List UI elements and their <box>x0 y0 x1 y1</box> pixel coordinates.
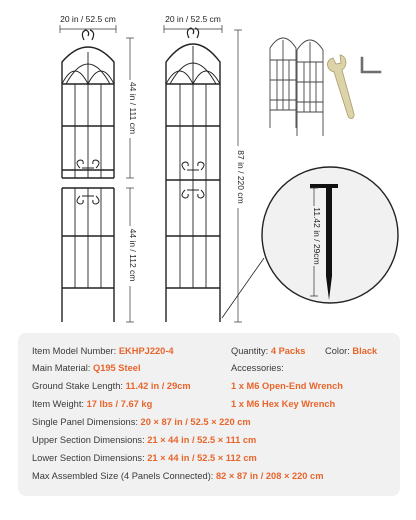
spec-material <box>32 363 141 373</box>
open-end-wrench-icon <box>327 55 354 118</box>
single-label: Single Panel Dimensions: <box>32 417 138 427</box>
accessories-label: Accessories: <box>231 363 284 373</box>
ground-stake-zoom <box>262 167 398 303</box>
spec-quantity <box>231 346 305 356</box>
lower-value: 21 × 44 in / 52.5 × 112 cm <box>147 453 257 463</box>
upper-label: Upper Section Dimensions: <box>32 435 145 445</box>
lower-section <box>62 188 114 322</box>
accessory-1-qty: 1 x <box>231 381 244 391</box>
total-height-label: 87 in / 220 cm <box>236 150 246 204</box>
quantity-value: 4 Packs <box>270 346 306 356</box>
weight-value: 17 lbs / 7.67 kg <box>86 399 153 409</box>
color-label: Color: <box>325 346 350 356</box>
width-label-right: 20 in / 52.5 cm <box>165 14 221 24</box>
spec-stake <box>32 381 191 391</box>
stake-value: 11.42 in / 29cm <box>125 381 191 391</box>
quantity-label: Quantity: <box>231 346 269 356</box>
hex-key-wrench-icon <box>362 58 380 72</box>
upper-value: 21 × 44 in / 52.5 × 111 cm <box>147 435 257 445</box>
spec-model <box>32 346 174 356</box>
max-label: Max Assembled Size (4 Panels Connected): <box>32 471 214 481</box>
material-value: Q195 Steel <box>92 363 141 373</box>
accessory-1-name: M6 Open-End Wrench <box>246 381 343 391</box>
material-label: Main Material: <box>32 363 91 373</box>
spec-upper-section <box>32 435 256 445</box>
spec-color <box>325 346 377 356</box>
color-value: Black <box>352 346 378 356</box>
trellis-panel-assembled <box>166 28 220 322</box>
specifications-panel <box>18 333 400 496</box>
spec-weight <box>32 399 152 409</box>
panel-pair-thumbnail <box>270 38 323 136</box>
lower-label: Lower Section Dimensions: <box>32 453 145 463</box>
upper-section <box>62 30 114 178</box>
spec-single-panel <box>32 417 251 427</box>
accessory-2-qty: 1 x <box>231 399 244 409</box>
accessory-hex-key-wrench <box>231 399 335 409</box>
accessory-open-end-wrench <box>231 381 343 391</box>
trellis-panel-separated <box>62 30 114 322</box>
model-label: Item Model Number: <box>32 346 117 356</box>
model-value: EKHPJ220-4 <box>118 346 174 356</box>
accessory-2-name: M6 Hex Key Wrench <box>246 399 336 409</box>
single-value: 20 × 87 in / 52.5 × 220 cm <box>140 417 251 427</box>
upper-height-label: 44 in / 111 cm <box>128 81 138 135</box>
weight-label: Item Weight: <box>32 399 85 409</box>
spec-accessories <box>231 363 284 373</box>
stake-label: Ground Stake Length: <box>32 381 123 391</box>
spec-max-assembled <box>32 471 324 481</box>
stake-length-label: 11.42 in / 29cm <box>312 207 322 265</box>
max-value: 82 × 87 in / 208 × 220 cm <box>215 471 324 481</box>
width-label-left: 20 in / 52.5 cm <box>60 14 116 24</box>
lower-height-label: 44 in / 112 cm <box>128 228 138 282</box>
spec-lower-section <box>32 453 257 463</box>
